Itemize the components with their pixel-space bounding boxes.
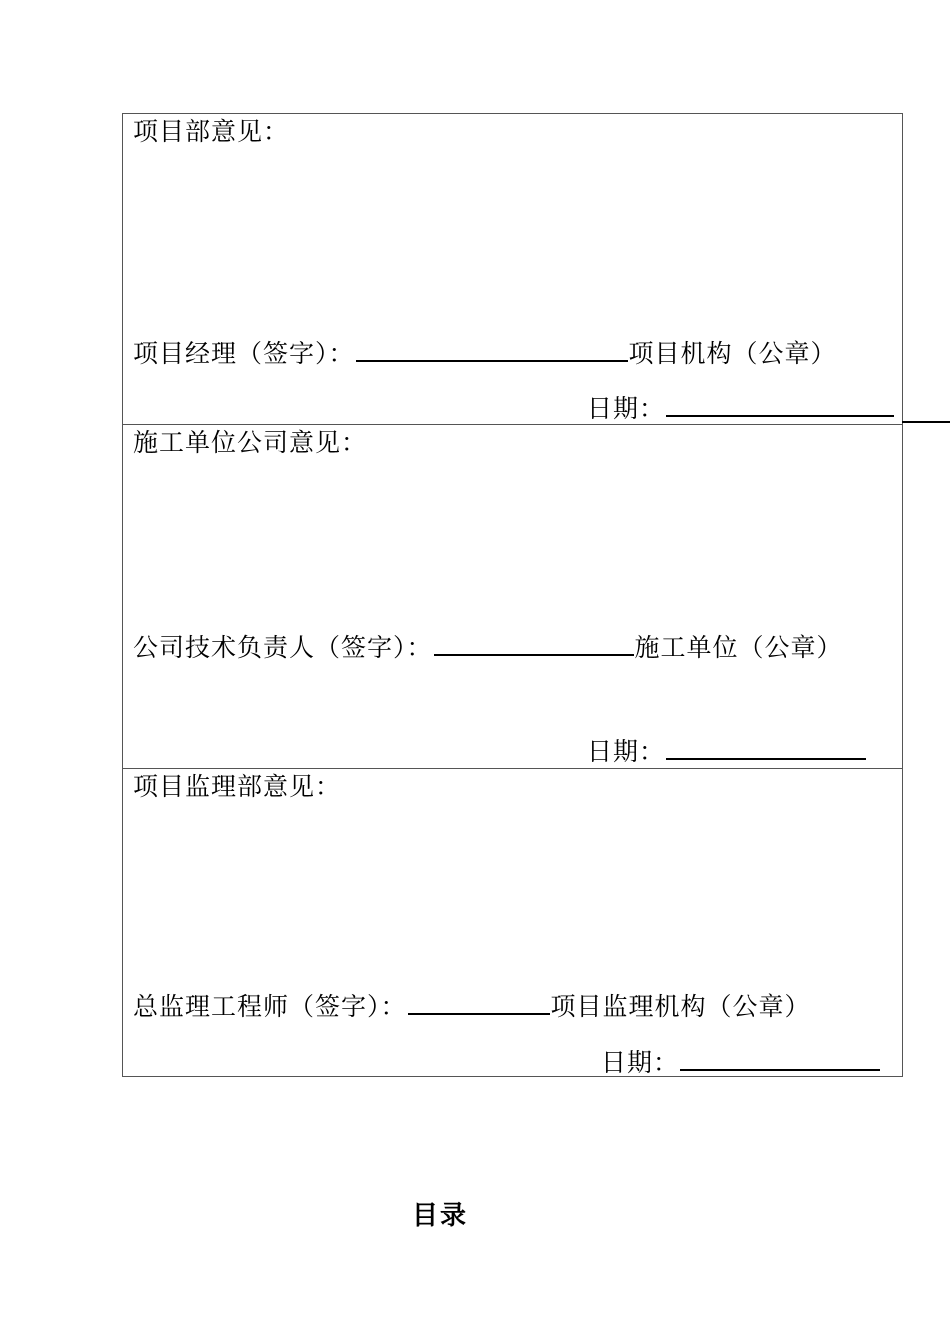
section-heading: 项目监理部意见： (133, 772, 342, 801)
construction-company-section (123, 424, 902, 768)
signature-blank[interactable] (434, 632, 634, 656)
signature-blank[interactable] (408, 991, 550, 1015)
signature-line (133, 631, 893, 665)
date-label: 日期： (587, 737, 666, 766)
signer-label: 总监理工程师（签字）： (133, 992, 407, 1021)
date-blank[interactable] (680, 1047, 880, 1071)
signer-label: 项目经理（签字）： (133, 339, 355, 368)
seal-label: 项目监理机构（公章） (550, 992, 811, 1021)
seal-label: 施工单位（公章） (634, 633, 843, 662)
date-line (587, 736, 867, 768)
date-label: 日期： (587, 394, 666, 423)
seal-label: 项目机构（公章） (628, 339, 837, 368)
approval-form-table (122, 113, 903, 1077)
date-blank[interactable] (666, 393, 894, 417)
signature-blank[interactable] (356, 338, 628, 362)
underline-overflow (902, 421, 950, 423)
project-department-section (123, 114, 902, 424)
toc-title: 目录 (411, 1201, 468, 1231)
section-heading: 施工单位公司意见： (133, 428, 368, 457)
date-blank[interactable] (666, 736, 866, 760)
date-line (601, 1047, 881, 1079)
signature-line (133, 338, 837, 370)
signer-label: 公司技术负责人（签字）： (133, 633, 433, 662)
supervision-department-section (123, 768, 902, 1076)
date-line (587, 393, 895, 425)
date-label: 日期： (601, 1048, 680, 1077)
section-heading: 项目部意见： (133, 117, 290, 146)
signature-line (133, 991, 811, 1023)
